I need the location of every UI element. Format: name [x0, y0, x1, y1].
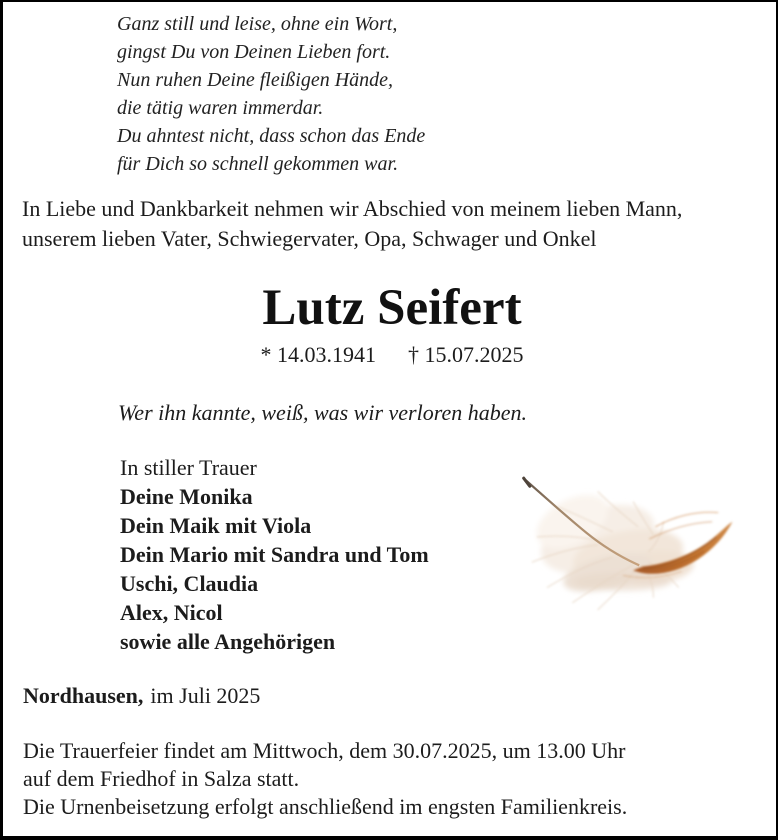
funeral-line: auf dem Friedhof in Salza statt. — [23, 766, 300, 791]
funeral-line: Die Urnenbeisetzung erfolgt anschließend im engsten Familienkreis. — [23, 794, 628, 819]
intro-line: In Liebe und Dankbarkeit nehmen wir Abschied von meinem lieben Mann, — [22, 196, 683, 221]
city-name: Nordhausen, — [23, 683, 144, 708]
intro-line: unserem lieben Vater, Schwiegervater, Opa, Schwager und Onkel — [22, 226, 597, 251]
memorial-quote: Wer ihn kannte, weiß, was wir verloren haben. — [118, 400, 527, 425]
feather-icon — [501, 466, 745, 618]
death-date: † 15.07.2025 — [408, 342, 524, 367]
mourner-name: Alex, Nicol — [120, 600, 223, 625]
mourners-block — [120, 453, 429, 656]
mourner-name: Uschi, Claudia — [120, 571, 259, 596]
date-text: im Juli 2025 — [150, 683, 261, 708]
mourners-list — [120, 482, 429, 656]
poem-line: die tätig waren immerdar. — [117, 97, 324, 119]
poem-line: Ganz still und leise, ohne ein Wort, — [117, 13, 398, 35]
intro-paragraph — [22, 194, 682, 254]
poem-line: für Dich so schnell gekommen war. — [117, 153, 399, 175]
life-dates — [3, 342, 778, 368]
deceased-name: Lutz Seifert — [262, 280, 522, 336]
poem-line: gingst Du von Deinen Lieben fort. — [117, 41, 391, 63]
mourner-name: sowie alle Angehörigen — [120, 629, 336, 654]
poem-block — [117, 10, 425, 178]
place-date-line — [23, 682, 260, 709]
birth-date: * 14.03.1941 — [260, 342, 376, 367]
poem-line: Nun ruhen Deine fleißigen Hände, — [117, 69, 394, 91]
poem-line: Du ahntest nicht, dass schon das Ende — [117, 125, 426, 147]
mourners-intro: In stiller Trauer — [120, 455, 257, 480]
funeral-line: Die Trauerfeier findet am Mittwoch, dem 30.07.2025, um 13.00 Uhr — [23, 738, 626, 763]
funeral-info — [23, 737, 627, 821]
mourner-name: Dein Mario mit Sandra und Tom — [120, 542, 429, 567]
mourner-name: Dein Maik mit Viola — [120, 513, 312, 538]
mourner-name: Deine Monika — [120, 484, 253, 509]
